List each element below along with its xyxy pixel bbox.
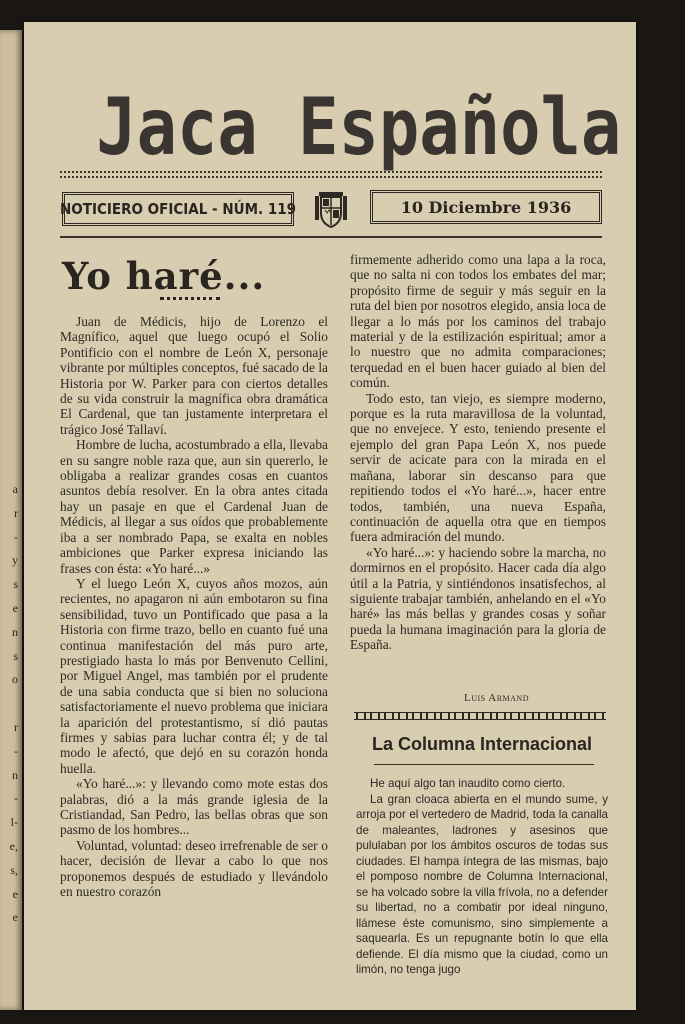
adjacent-page-char: e [12,910,18,925]
issue-date: 10 Diciembre 1936 [370,190,602,224]
adjacent-page-char [0,692,18,716]
adjacent-page-char: - [14,743,18,758]
section-column [356,776,608,978]
issue-label: NOTICIERO OFICIAL - NÚM. 119 [62,192,294,226]
adjacent-page-char: o [12,672,18,687]
article-column-right [350,252,606,653]
adjacent-page-char: n [12,624,18,639]
paragraph: «Yo haré...»: y llevando como mote estas dos palabras, dió a la más grande iglesia de la Cristiandad, San Pedro, las bellas obras que son pasmo de los hombres... [60,776,328,838]
paragraph: Todo esto, tan viejo, es siempre moderno, porque es la ruta maravillosa de la voluntad, que no envejece. Y esto, teniendo presente el ejemplo del gran Papa León X, nos puede servir de acicate para con la mirada en el mañana, laborar sin descanso para que repitiendo todos el «Yo haré...», hacer entre todos, también, una nueva España, continuación de aquella otra que en tiempos fuera admiración del mundo. [350,390,606,545]
newspaper-page [24,22,636,1010]
paragraph: Hombre de lucha, acostumbrado a ella, llevaba en su sangre noble raza que, aun sin quererlo, le obligaba a realizar grandes cosas en cuantos asuntos debía resolver. En la obra antes citada hay un pasaje en que el Cardenal Juan de Médicis, al llegar a sus oídos que probablemente iba a ser nombrado Papa, se exalta en nobles ambiciones que Parker expresa iniciando las frases con ésta: «Yo haré...» [60,437,328,576]
adjacent-page-char: s [13,648,18,663]
adjacent-page-char: n [12,767,18,782]
adjacent-page-text [0,478,22,930]
adjacent-page-char: e [12,600,18,615]
adjacent-page-char: y [12,553,18,568]
paragraph: La gran cloaca abierta en el mundo sume, y arroja por el vertedero de Madrid, toda la canalla de maleantes, ladrones y asesinos que pululaban por los ámbitos oscuros de todas sus ciudades. El hampa íntegra de las mismas, bajo el pomposo nombre de Columna Internacional, se ha volcado sobre la villa frívola, no a defender su libertad, no a combatir por ideal ninguno, llámese éste comunismo, sino simplemente a saquearla. Es un repugnante botín lo que ella defiende. El día mismo que la ciudad, como un limón, no tenga jugo [356,792,608,976]
adjacent-page-char: e [12,886,18,901]
adjacent-page-char: s, [10,862,18,877]
article-column-left [60,314,328,899]
adjacent-page-char: s [13,577,18,592]
section-title: La Columna Internacional [371,734,593,754]
paragraph: He aquí algo tan inaudito como cierto. [370,777,566,790]
adjacent-page-char: - [14,791,18,806]
paragraph: «Yo haré...»: y haciendo sobre la marcha, no dormirnos en el propósito. Hacer cada día algo útil a la Patria, y sintiéndonos insatisfechos, al siguiente trabajar también, anhelando en el «Yo haré» las más bellas y grandes cosas y soñar pueda la humana imaginación para la gloria de España. [350,544,606,653]
adjacent-page-char: r [14,505,18,520]
article-author: Luis Armand [464,692,529,704]
adjacent-page-char: l- [10,815,18,830]
adjacent-page-char: e, [9,838,18,853]
divider [60,236,602,238]
adjacent-page-char: - [14,529,18,544]
chain-divider [354,712,606,720]
paragraph: Voluntad, voluntad: deseo irrefrenable de ser o hacer, decisión de llevar a cabo lo que nos proponemos después de estudiado y llevándolo en nuestro corazón [60,837,328,900]
paragraph: Y el luego León X, cuyos años mozos, aún recientes, no apagaron ni aún embotaron su fina sensibilidad, tuvo un Pontificado que pasa a la Historia con firme trazo, bello en cuanto fué una continua manifestación del más puro arte, prestigiado hasta lo más por Benvenuto Cellini, por Miguel Angel, mas también por el prudente de una sabia conducta que si bien no soluciona satisfactoriamente el nuevo problema que iniciara la aparición del protestantismo, sí dió pautas firmes y sabias para luchar contra él; y de tal modo le afectó, que dejó en su corazón honda huella. [60,575,328,776]
adjacent-page-char: a [12,482,18,496]
masthead-title: Jaca Española [96,83,622,173]
section-underline [374,764,594,765]
coat-of-arms-icon [309,188,353,232]
paragraph: firmemente adherido como una lapa a la roca, que no salta ni con todos los embates del mar; propósito firme de seguir y más seguir en la ruta del bien por nosotros elegido, ansia loca de llegar a lo más por los caminos del trabajo material y de la estilización espiritual; amor a lo nuestro que no admita comparaciones; terquedad en el buen hacer guiado al bien del común. [350,252,606,391]
article-headline: Yo haré... [62,254,266,298]
divider [60,171,602,173]
headline-ornament [160,297,220,300]
adjacent-page-char: r [14,719,18,734]
divider [60,176,602,178]
paragraph: Juan de Médicis, hijo de Lorenzo el Magnífico, aquel que luego ocupó el Solio Pontificio con el nombre de León X, personaje vibrante por múltiples conceptos, fué sacado de la Historia por W. Parker para con ciertos detalles de su vida construir la magnífica obra dramática El Cardenal, que tan justamente interpretara el trágico José Tallaví. [60,314,328,437]
